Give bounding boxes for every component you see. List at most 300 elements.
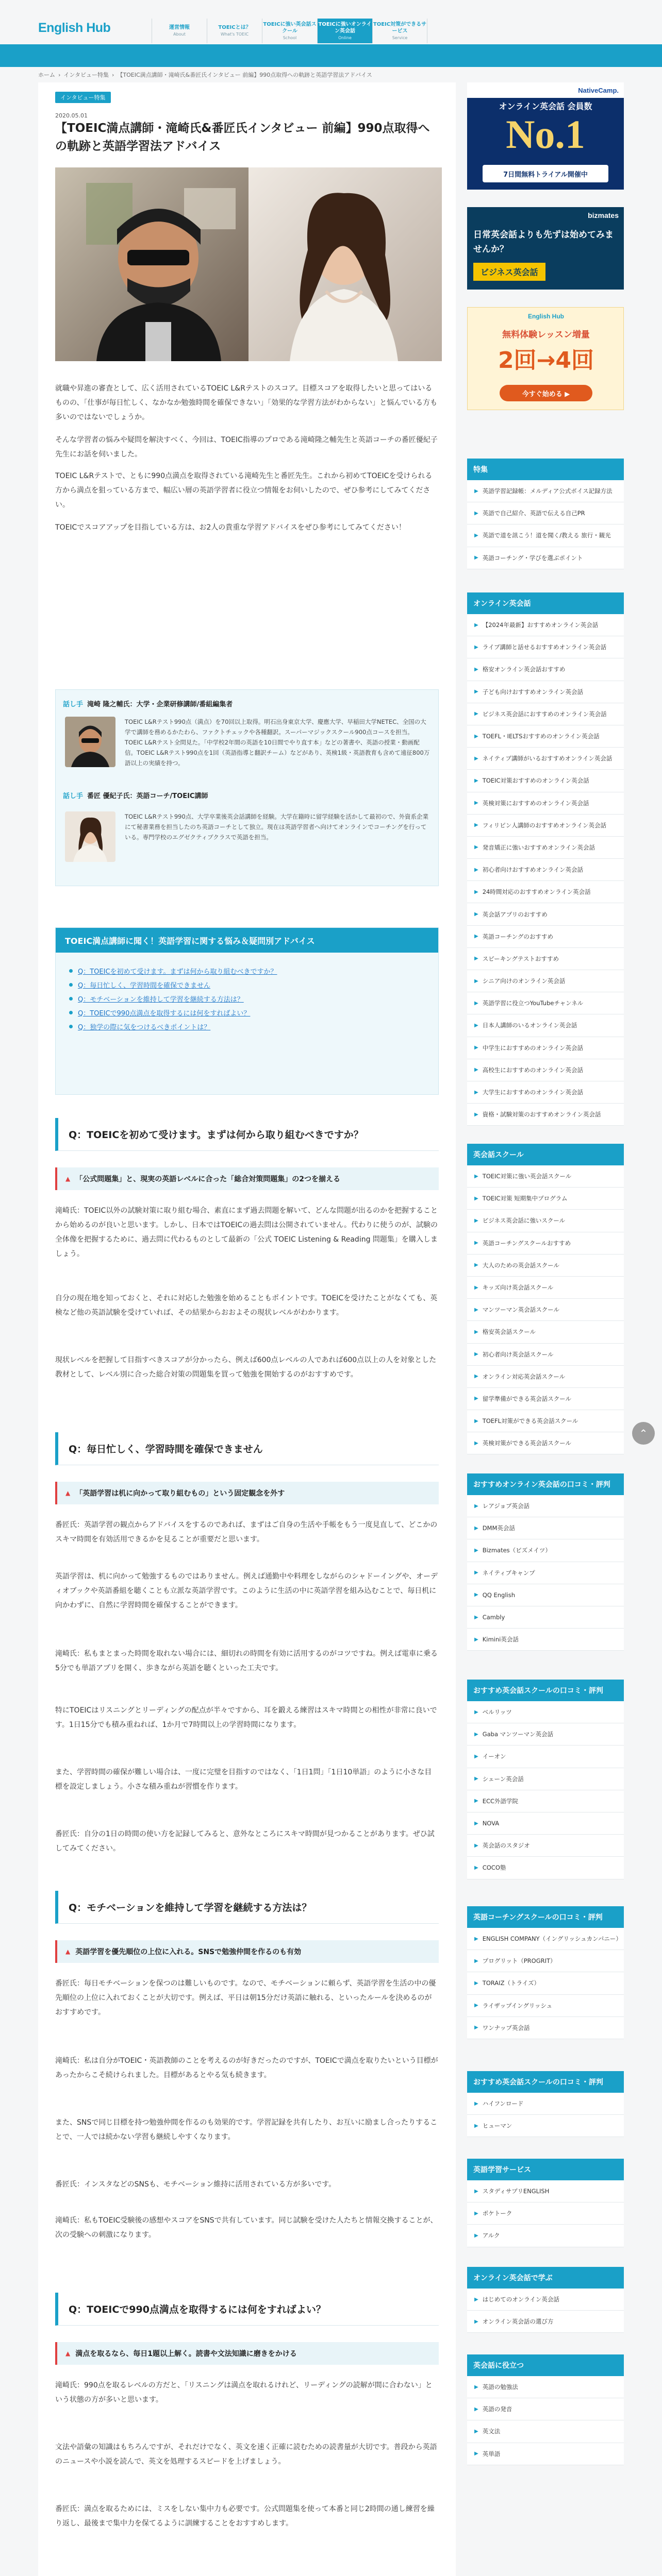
sidebar-link[interactable] (467, 1584, 624, 1606)
chevron-right-icon: ▶ (474, 1067, 478, 1073)
ad-banner-nativecamp[interactable] (467, 82, 624, 190)
nav-school[interactable] (262, 19, 317, 43)
sidebar-link[interactable] (467, 2115, 624, 2137)
chevron-right-icon: ▶ (474, 1525, 478, 1531)
chevron-right-icon: ▶ (474, 1614, 478, 1620)
nav-sub: What's TOEIC (220, 32, 249, 37)
sidebar-link[interactable] (467, 1606, 624, 1629)
sidebar-link[interactable] (467, 792, 624, 815)
sidebar-link-label: ビジネス英会話におすすめのオンライン英会話 (482, 710, 607, 718)
body-paragraph: 番匠氏：毎日モチベーションを保つのは難しいものです。なので、モチベーションに頼らず、英語学習を生活の中の優先順位の上位に入れておくことが大切です。例えば、平日は朝15分だけ英語に触れる、といったルールを決めるのがおすすめです。 (55, 1979, 436, 2016)
chevron-right-icon: ▶ (474, 1936, 478, 1942)
sidebar-link-label: 英語の発音 (482, 2405, 512, 2413)
ad-brand: NativeCamp. (467, 82, 624, 98)
post-date: 2020.05.01 (55, 112, 88, 119)
body-paragraph: 特にTOEICはリスニングとリーディングの配点が半々ですから、耳を鍛える練習はスキマ時間との相性が非常に良いです。1日15分でも積み重ねれば、1か月で7時間以上の学習時間になります。 (55, 1706, 437, 1729)
sidebar-link-label: Gaba マンツーマン英会話 (482, 1731, 554, 1738)
profile-photo (65, 717, 115, 767)
profile-text: TOEIC L&Rテスト990点（満点）を70回以上取得。明石出身東京大学、慶應大学、早稲田大学NETEC、全国の大学で講師を務めるかたわら、ファクトチェックや各種翻訳。スーパーマジックスクール900点コースを担当。TOEIC L&Rテスト全問見た。「中学校2年間の英語を10日間でやり直す本」などの著書や、英語の授業・動画配信。TOEIC L&Rテスト990点を1回（英語指導と翻訳チーム）などがあり、英検1級・英語教育も含めて遠征800万語以上の実績を持つ。 (125, 718, 430, 767)
chevron-right-icon: ▶ (474, 1636, 478, 1642)
widget-heading: 特集 (467, 459, 624, 480)
speaker-profiles (55, 689, 439, 886)
toc-item-label: Q：毎日忙しく、学習時間を確保できません (78, 982, 210, 990)
chevron-right-icon: ▶ (474, 1440, 478, 1446)
widget-heading: 英会話スクール (467, 1144, 624, 1165)
chevron-right-icon: ▶ (474, 1000, 478, 1006)
sidebar-link[interactable] (467, 859, 624, 881)
sidebar-link-label: 大人のための英会話スクール (482, 1261, 559, 1269)
widget-heading: 英語コーチングスクールの口コミ・評判 (467, 1906, 624, 1928)
answer-heading (55, 2342, 439, 2365)
widget-heading: オンライン英会話 (467, 592, 624, 614)
chevron-right-icon: ▶ (474, 1980, 478, 1986)
bullet-icon (69, 983, 73, 987)
chevron-right-icon: ▶ (474, 911, 478, 918)
profile-name: 滝崎 隆之輔氏：大学・企業研修講師/番組編集者 (87, 701, 233, 708)
chevron-right-icon: ▶ (474, 711, 478, 717)
section-heading: Q：毎日忙しく、学習時間を確保できません (55, 1432, 439, 1465)
ad-big-text: ビジネス英会話 (473, 263, 545, 281)
sidebar-link[interactable] (467, 815, 624, 837)
answer-heading (55, 1940, 439, 1963)
sidebar-link[interactable] (467, 524, 624, 547)
chevron-right-icon: ▶ (474, 1776, 478, 1782)
chevron-right-icon: ▶ (474, 1820, 478, 1826)
sidebar-link-label: マンツーマン英会話スクール (482, 1306, 559, 1314)
profile-name: 番匠 優紀子氏：英語コーチ/TOEIC講師 (87, 792, 208, 800)
sidebar-link[interactable] (467, 547, 624, 569)
answer-heading-text: 英語学習を優先順位の上位に入れる。SNSで勉強仲間を作るのも有効 (75, 1948, 302, 1956)
article-title: 【TOEIC満点講師・滝崎氏&番匠氏インタビュー 前編】990点取得への軌跡と英語学習法アドバイス (55, 122, 430, 153)
sidebar-link[interactable] (467, 837, 624, 859)
sidebar-link[interactable] (467, 636, 624, 658)
sidebar-link-label: キッズ向け英会話スクール (482, 1284, 554, 1292)
sidebar-link[interactable] (467, 1014, 624, 1037)
chevron-right-icon: ▶ (474, 1217, 478, 1224)
chevron-right-icon: ▶ (474, 800, 478, 806)
toc-item[interactable] (56, 978, 438, 992)
nav-service[interactable] (372, 19, 427, 43)
sidebar-link-label: 格安オンライン英会話おすすめ (482, 666, 566, 673)
sidebar-link[interactable] (467, 770, 624, 792)
nav-label: TOEIC対策ができるサービス (373, 21, 427, 34)
chevron-right-icon: ▶ (474, 2003, 478, 2009)
toc-item[interactable] (56, 964, 438, 978)
sidebar-link-label: TORAIZ（トライズ） (482, 1979, 540, 1987)
toc-item-label: Q：TOEICで990点満点を取得するには何をすればよい？ (78, 1010, 251, 1018)
profile-heading (63, 699, 431, 710)
sidebar-link-label: 格安英会話スクール (482, 1328, 536, 1336)
interview-photo (55, 167, 442, 361)
nav-label: 運営情報 (169, 25, 190, 30)
nav-label: TOEICに強いオンライン英会話 (318, 21, 372, 34)
answer-marker-icon: ▲ (65, 1175, 71, 1182)
profile-photo (65, 811, 115, 862)
sidebar-link[interactable] (467, 881, 624, 903)
sidebar-link-label: 【2024年最新】おすすめオンライン英会話 (482, 621, 599, 629)
chevron-right-icon: ▶ (474, 2451, 478, 2457)
sidebar-link[interactable] (467, 1835, 624, 1857)
chevron-right-icon: ▶ (474, 2210, 478, 2216)
chevron-right-icon: ▶ (474, 2188, 478, 2194)
body-paragraph: 滝崎氏：私もTOEIC受験後の感想やスコアをSNSで共有しています。同じ試験を受けた人たちと情報交換することが、次の受験への刺激になります。 (55, 2216, 438, 2239)
body-paragraph: 番匠氏：英語学習の観点からアドバイスをするのであれば、まずはご自身の生活や手帳をもう一度見直して、どこかのスキマ時間を有効活用できるかを見ることが重要だと思います。 (55, 1521, 438, 1544)
sidebar-link[interactable] (467, 1972, 624, 1994)
nav-about[interactable] (152, 19, 207, 43)
sidebar-link-label: NOVA (482, 1820, 500, 1827)
chevron-right-icon: ▶ (474, 1798, 478, 1804)
sidebar-link[interactable] (467, 1388, 624, 1410)
sidebar-link[interactable] (467, 1344, 624, 1366)
toc-item[interactable] (56, 992, 438, 1006)
profile-label: 話し手 (63, 701, 84, 708)
chevron-right-icon: ▶ (474, 1418, 478, 1424)
sidebar-link[interactable] (467, 748, 624, 770)
body-paragraph: 番匠氏：自分の1日の時間の使い方を記録してみると、意外なところにスキマ時間が見つかることがあります。ぜひ試してみてください。 (55, 1830, 435, 1853)
chevron-right-icon: ▶ (474, 1240, 478, 1246)
sidebar-link-label: シェーン英会話 (482, 1775, 524, 1783)
ad-headline: 無料体験レッスン増量 (502, 330, 590, 340)
chevron-right-icon: ▶ (474, 1731, 478, 1737)
chevron-right-icon: ▶ (474, 2384, 478, 2390)
ad-banner-bizmates[interactable] (467, 207, 624, 290)
widget-list (467, 2093, 624, 2137)
toc-title: TOEIC満点講師に聞く！英語学習に関する悩み＆疑問別アドバイス (56, 928, 438, 953)
sidebar-link-label: 英単語 (482, 2450, 501, 2458)
chevron-right-icon: ▶ (474, 1592, 478, 1598)
chevron-right-icon: ▶ (474, 733, 478, 739)
answer-marker-icon: ▲ (65, 2350, 71, 2357)
chevron-right-icon: ▶ (474, 2296, 478, 2302)
sidebar-link[interactable] (467, 2398, 624, 2420)
sidebar-link[interactable] (467, 1081, 624, 1104)
chevron-right-icon: ▶ (474, 1842, 478, 1849)
body-paragraph: また、SNSで同じ目標を持つ勉強仲間を作るのも効果的です。学習記録を共有したり、お互いに励まし合ったりすることで、一人では続かない学習も継続しやすくなります。 (55, 2119, 438, 2141)
toc-item-label: Q：独学の際に気をつけるべきポイントは？ (78, 1024, 211, 1031)
profile-label: 話し手 (63, 792, 84, 800)
body-paragraph: 現状レベルを把握して目指すべきスコアが分かったら、例えば600点レベルの人であれば600点以上の人を対象とした教材として、レベル別に合った総合対策の問題集を買って勉強を開始するのがおすすめです。 (55, 1356, 437, 1379)
chevron-right-icon: ▶ (474, 1173, 478, 1179)
sidebar-link-label: TOEIC対策 短期集中プログラム (482, 1195, 568, 1202)
nav-label: TOEICとは？ (218, 25, 251, 30)
sidebar-link[interactable] (467, 2420, 624, 2443)
sidebar-link[interactable] (467, 2017, 624, 2039)
sidebar-link-label: ベルリッツ (482, 1708, 512, 1716)
chevron-right-icon: ▶ (474, 1547, 478, 1553)
chevron-right-icon: ▶ (474, 644, 478, 650)
sidebar-link[interactable] (467, 1299, 624, 1321)
chevron-right-icon: ▶ (474, 1709, 478, 1715)
sidebar-link[interactable] (467, 658, 624, 681)
widget-heading: 英会話に役立つ (467, 2354, 624, 2376)
sidebar-link[interactable] (467, 903, 624, 925)
ad-headline: 日常英会話よりも先ずは始めてみませんか？ (473, 230, 614, 255)
profile-heading (63, 791, 208, 802)
nav-toeic[interactable] (207, 19, 262, 43)
bullet-icon (69, 997, 73, 1001)
chevron-right-icon: ▶ (474, 532, 478, 538)
site-logo[interactable]: English Hub (38, 21, 111, 35)
ad-brand: bizmates (588, 211, 619, 219)
body-paragraph: 文法や語彙の知識はもちろんですが、それだけでなく、英文を速く正確に読むための読書量が大切です。普段から英語のニュースや小説を読んで、英文を処理するスピードを上げましょう。 (55, 2443, 437, 2466)
sidebar-link-label: TOEFL・IELTSおすすめのオンライン英会話 (482, 733, 600, 740)
sidebar-link[interactable] (467, 1745, 624, 1768)
sidebar-link-label: 英文法 (482, 2428, 501, 2435)
sidebar-link-label: COCO塾 (482, 1864, 506, 1872)
widget-list (467, 1495, 624, 1651)
hero-photo (55, 167, 442, 361)
sidebar-link-label: プログリット（PROGRIT） (482, 1957, 556, 1965)
chevron-right-icon: ▶ (474, 2232, 478, 2239)
sidebar-link-label: ライザップイングリッシュ (482, 2002, 553, 2009)
sidebar-link-label: 大学生におすすめのオンライン英会話 (482, 1089, 583, 1096)
sidebar-link-label: 英語の勉強法 (482, 2383, 518, 2391)
chevron-right-icon: ▶ (474, 666, 478, 672)
sidebar-link-label: 英語学習記録帳：メルディア公式ボイス記録方法 (482, 487, 613, 495)
widget-list (467, 1928, 624, 2039)
sidebar-link[interactable] (467, 1539, 624, 1562)
sidebar-link[interactable] (467, 1857, 624, 1879)
sidebar-link[interactable] (467, 1059, 624, 1081)
back-to-top-button[interactable] (632, 1422, 655, 1445)
sidebar-link[interactable] (467, 1321, 624, 1343)
sidebar-link-label: アルク (482, 2232, 500, 2240)
intro-paragraph: TOEICでスコアアップを目指している方は、お2人の貴重な学習アドバイスをぜひ参考にしてみてください！ (55, 523, 406, 532)
breadcrumb-category[interactable]: インタビュー特集 (63, 72, 109, 78)
sidebar-link-label: 留学準備ができる英会話スクール (482, 1395, 571, 1402)
category-badge[interactable]: インタビュー特集 (55, 92, 111, 103)
sidebar-link[interactable] (467, 1950, 624, 1972)
sidebar-link-label: 資格・試験対策のおすすめオンライン英会話 (482, 1111, 601, 1118)
chevron-up-icon: ⌃ (639, 1427, 648, 1439)
sidebar-link-label: 英語学習に役立つYouTubeチャンネル (482, 999, 584, 1007)
chevron-right-icon: ▶ (474, 1351, 478, 1358)
sidebar-link-label: ハイフンロード (482, 2100, 524, 2108)
breadcrumb-separator: › (58, 71, 61, 78)
chevron-right-icon: ▶ (474, 1396, 478, 1402)
chevron-right-icon: ▶ (474, 1262, 478, 1268)
sidebar-link-label: DMM英会話 (482, 1524, 515, 1532)
sidebar-link[interactable] (467, 1188, 624, 1210)
ad-brand: English Hub (528, 313, 564, 320)
sidebar-link[interactable] (467, 992, 624, 1014)
sidebar-link-label: ビジネス英会話に強いスクール (482, 1217, 566, 1225)
sidebar-link[interactable] (467, 2443, 624, 2465)
chevron-right-icon: ▶ (474, 1374, 478, 1380)
sidebar-link[interactable] (467, 2376, 624, 2398)
sidebar-link-label: 発音矯正に強いおすすめオンライン英会話 (482, 843, 595, 851)
chevron-right-icon: ▶ (474, 622, 478, 628)
sidebar-link[interactable] (467, 1812, 624, 1835)
sidebar-link[interactable] (467, 2093, 624, 2115)
sidebar-link[interactable] (467, 2180, 624, 2202)
chevron-right-icon: ▶ (474, 1753, 478, 1759)
chevron-right-icon: ▶ (474, 1865, 478, 1871)
sidebar-link[interactable] (467, 2202, 624, 2225)
sidebar-link[interactable] (467, 681, 624, 703)
ad-note: 7日間無料トライアル開催中 (483, 165, 608, 182)
toc-item[interactable] (56, 1020, 438, 1033)
body-paragraph: 滝崎氏：私は自分がTOEIC・英語教師のことを考えるのが好きだったのですが、TOEICで満点を取りたいという目標があったからこそ続けられました。目標があるとやる気も続きます。 (55, 2057, 438, 2079)
sidebar-link[interactable] (467, 2289, 624, 2311)
sidebar-link[interactable] (467, 1410, 624, 1432)
sidebar-link-label: ECC外語学院 (482, 1797, 519, 1805)
sidebar-link[interactable] (467, 1562, 624, 1584)
body-paragraph: 滝崎氏：TOEIC以外の試験対策に取り組む場合、素直にまず過去問題を解いて、どんな問題が出るのかを把握することから始めるのが良いと思います。しかし、日本ではTOEICの過去問は公開されていません。代わりに使うのが、試験の全体像を把握するために、過去問に代わるものとして最新の「公式 TOEIC Listening & Reading 問題集」を購入しましょう。 (55, 1207, 438, 1258)
sidebar-link-label: Bizmates（ビズメイツ） (482, 1547, 551, 1554)
sidebar-link[interactable] (467, 502, 624, 524)
chevron-right-icon: ▶ (474, 755, 478, 761)
chevron-right-icon: ▶ (474, 956, 478, 962)
sidebar-link-label: ライブ講師と話せるおすすめオンライン英会話 (482, 643, 607, 651)
widget-list (467, 1701, 624, 1879)
sidebar-link-label: 子ども向けおすすめオンライン英会話 (482, 688, 583, 696)
widget-heading: オンライン英会話で学ぶ (467, 2267, 624, 2289)
widget-list (467, 614, 624, 1126)
ad-big-text: No.1 (506, 112, 585, 157)
chevron-right-icon: ▶ (474, 978, 478, 984)
chevron-right-icon: ▶ (474, 1111, 478, 1117)
header-bar (0, 44, 662, 67)
table-of-contents (55, 927, 439, 1095)
sidebar-link[interactable] (467, 1768, 624, 1790)
sidebar-link-label: ENGLISH COMPANY（イングリッシュカンパニー） (482, 1935, 622, 1943)
chevron-right-icon: ▶ (474, 777, 478, 784)
section-heading: Q：TOEICで990点満点を取得するには何をすればよい？ (55, 2293, 439, 2326)
answer-heading-text: 「英語学習は机に向かって取り組むもの」という固定観念を外す (75, 1489, 285, 1498)
sidebar-link[interactable] (467, 1366, 624, 1388)
sidebar-link[interactable] (467, 2225, 624, 2247)
sidebar-link-label: 日本人講師のいるオンライン英会話 (482, 1022, 577, 1029)
sidebar-link-label: ヒューマン (482, 2122, 512, 2130)
widget-list (467, 1165, 624, 1454)
sidebar-link[interactable] (467, 1255, 624, 1277)
sidebar-link-label: 英語で道を訊こう！道を聞く/教える 旅行・観光 (482, 532, 611, 539)
sidebar-link[interactable] (467, 1432, 624, 1454)
nav-sub: Online (338, 35, 352, 40)
sidebar-link[interactable] (467, 614, 624, 636)
sidebar-link[interactable] (467, 1723, 624, 1745)
sidebar-link-label: 24時間対応のおすすめオンライン英会話 (482, 888, 591, 896)
breadcrumb-home[interactable]: ホーム (38, 72, 55, 78)
sidebar-link[interactable] (467, 1232, 624, 1255)
breadcrumb (38, 67, 375, 82)
sidebar-link[interactable] (467, 926, 624, 948)
chevron-right-icon: ▶ (474, 2025, 478, 2031)
chevron-right-icon: ▶ (474, 1329, 478, 1335)
sidebar-link[interactable] (467, 1928, 624, 1950)
answer-heading (55, 1167, 439, 1190)
chevron-right-icon: ▶ (474, 867, 478, 873)
sidebar-link[interactable] (467, 1517, 624, 1539)
sidebar-link[interactable] (467, 1037, 624, 1059)
chevron-right-icon: ▶ (474, 1284, 478, 1291)
chevron-right-icon: ▶ (474, 488, 478, 494)
chevron-right-icon: ▶ (474, 934, 478, 940)
chevron-right-icon: ▶ (474, 510, 478, 516)
body-paragraph: 滝崎氏：990点を取るレベルの方だと、「リスニングは満点を取れるけれど、リーディングの読解が間に合わない」という状態の方が多いと思います。 (55, 2381, 433, 2404)
sidebar-link[interactable] (467, 1790, 624, 1812)
sidebar-link-label: 英会話アプリのおすすめ (482, 910, 548, 918)
sidebar-link[interactable] (467, 480, 624, 502)
sidebar-link[interactable] (467, 1495, 624, 1517)
nav-sub: About (173, 32, 186, 37)
widget-list (467, 2180, 624, 2247)
sidebar-link-label: スピーキングテストおすすめ (482, 955, 559, 962)
ad-big-text: 2回→4回 (498, 347, 594, 374)
sidebar-link-label: シニア向けのオンライン英会話 (482, 977, 566, 985)
sidebar-link-label: レアジョブ英会話 (482, 1502, 530, 1510)
chevron-right-icon: ▶ (474, 1570, 478, 1576)
answer-marker-icon: ▲ (65, 1948, 71, 1955)
chevron-right-icon: ▶ (474, 2318, 478, 2325)
intro-paragraph: そんな学習者の悩みや疑問を解決すべく、今回は、TOEIC指導のプロである滝崎隆之輔先生と英語コーチの番匠優紀子先生にお話を伺いました。 (55, 436, 438, 459)
sidebar-link-label: スタディサプリENGLISH (482, 2188, 550, 2195)
body-paragraph: 滝崎氏：私もまとまった時間を取れない場合には、細切れの時間を有効に活用するのがコツですね。例えば電車に乗る5分でも単語アプリを開く、歩きながら英語を聴くといった工夫です。 (55, 1650, 438, 1672)
sidebar-link[interactable] (467, 1210, 624, 1232)
chevron-right-icon: ▶ (474, 2428, 478, 2434)
ad-headline: オンライン英会話 会員数 (499, 101, 592, 111)
nav-sub: Service (392, 35, 408, 40)
sidebar-link-label: TOEFL対策ができる英会話スクール (482, 1417, 578, 1425)
answer-heading (55, 1482, 439, 1504)
article-main (38, 82, 456, 2576)
ad-cta-button[interactable]: 今すぐ始める ▶ (500, 385, 592, 401)
sidebar-link-label: 英語コーチング・学びを選ぶポイント (482, 554, 583, 562)
sidebar-link-label: 初心者向けおすすめオンライン英会話 (482, 866, 583, 874)
bullet-icon (69, 1025, 73, 1028)
chevron-right-icon: ▶ (474, 555, 478, 561)
sidebar-link[interactable] (467, 1277, 624, 1299)
sidebar-link[interactable] (467, 1165, 624, 1188)
sidebar-link-label: QQ English (482, 1591, 515, 1599)
sidebar (467, 82, 624, 2576)
chevron-right-icon: ▶ (474, 1958, 478, 1964)
sidebar-link[interactable] (467, 725, 624, 748)
chevron-right-icon: ▶ (474, 2100, 478, 2107)
intro-paragraph: TOEIC L&Rテストで、ともに990点満点を取得されている滝崎先生と番匠先生。これから初めてTOEICを受けられる方から満点を狙っている方まで、幅広い層の英語学習者に役立つ情報をお伺いしたので、ぜひ参考にしてみてください。 (55, 472, 433, 509)
sidebar-link[interactable] (467, 1701, 624, 1723)
profile-text: TOEIC L&Rテスト990点、大学卒業後英会話講師を経験。大学在籍時に留学経験を活かして最初ので、外資系企業にて秘書業務を担当したのち英語コーチとして独立。現在は英語学習者へ向けてオンラインでコーチングを行っている。専門学校のエグゼクティブクラスで英語を担当。 (125, 813, 429, 841)
breadcrumb-separator: › (111, 71, 114, 78)
sidebar-link-label: ワンナップ英会話 (482, 2024, 530, 2031)
sidebar-link-label: ネイティブ講師がいるおすすめオンライン英会話 (482, 755, 613, 762)
sidebar-link[interactable] (467, 1995, 624, 2017)
bullet-icon (69, 969, 73, 973)
intro-paragraph: 就職や昇進の審査として、広く活用されているTOEIC L&Rテストのスコア。目標スコアを取得したいと思ってはいるものの、「仕事が毎日忙しく、なかなか勉強時間を確保できない」「効果的な学習方法がわからない」と悩んでいる方も多いのではないでしょうか。 (55, 384, 438, 421)
sidebar-link[interactable] (467, 2311, 624, 2333)
toc-item[interactable] (56, 1006, 438, 1020)
widget-heading: 英語学習サービス (467, 2159, 624, 2180)
chevron-right-icon: ▶ (474, 844, 478, 851)
toc-item-label: Q：モチベーションを維持して学習を継続する方法は？ (78, 996, 244, 1004)
ad-banner-englishhub[interactable] (467, 307, 624, 410)
breadcrumb-current: 【TOEIC満点講師・滝崎氏&番匠氏インタビュー 前編】990点取得への軌跡と英語学習法アドバイス (117, 72, 372, 78)
sidebar-link[interactable] (467, 1629, 624, 1651)
body-paragraph: 自分の現在地を知っておくと、それに対応した勉強を始めることもポイントです。TOEICを受けたことがなくても、英検など他の英語試験を受けていれば、その結果からおおよその現状レベルがわかります。 (55, 1294, 438, 1317)
section-heading: Q：TOEICを初めて受けます。まずは何から取り組むべきですか？ (55, 1118, 439, 1151)
sidebar-link[interactable] (467, 1104, 624, 1126)
sidebar-link[interactable] (467, 703, 624, 725)
sidebar-link[interactable] (467, 948, 624, 970)
chevron-right-icon: ▶ (474, 2406, 478, 2412)
widget-list (467, 2376, 624, 2465)
sidebar-link[interactable] (467, 970, 624, 992)
section-heading: Q：モチベーションを維持して学習を継続する方法は？ (55, 1891, 439, 1924)
nav-online[interactable] (317, 19, 372, 43)
nav-sub: School (283, 35, 297, 40)
sidebar-link-label: Kimini英会話 (482, 1636, 519, 1643)
